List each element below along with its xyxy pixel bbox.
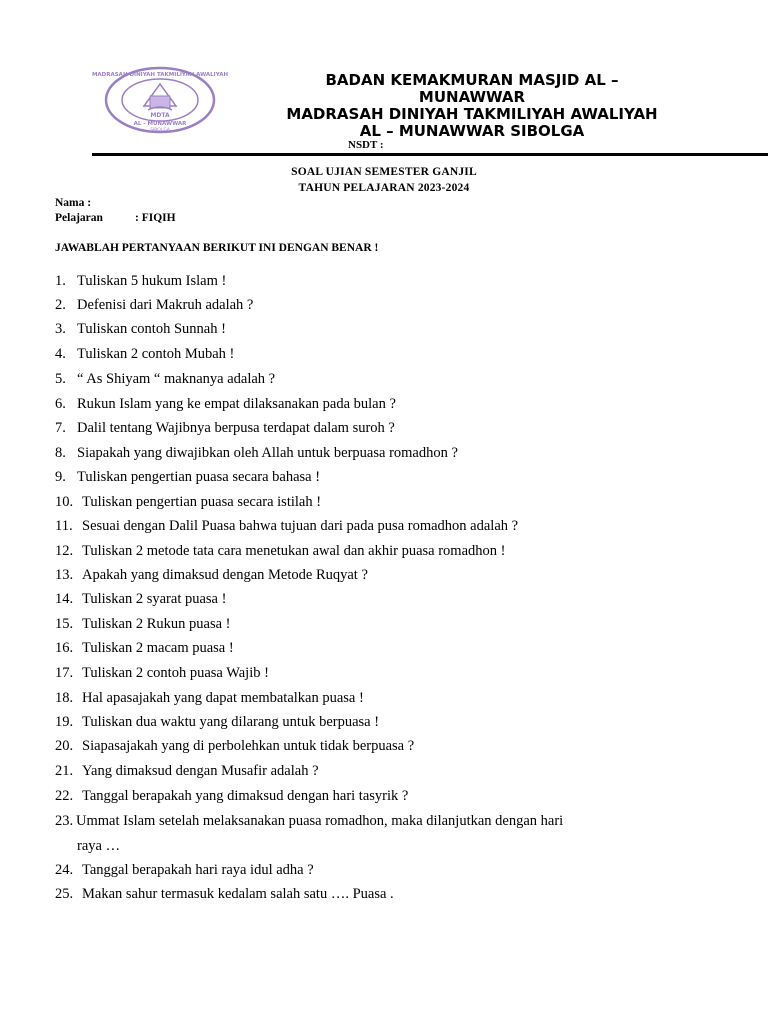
- question-number: 19.: [55, 714, 74, 730]
- question-number: 20.: [55, 738, 74, 754]
- logo-bottom-text: AL - MUNAWWAR: [133, 121, 187, 127]
- question-number: 21.: [55, 763, 74, 779]
- question-text: Tuliskan 2 contoh Mubah !: [77, 346, 235, 362]
- question-item: [55, 862, 314, 879]
- question-item: [55, 445, 458, 462]
- question-item: [55, 396, 396, 413]
- question-text: “ As Shiyam “ maknanya adalah ?: [77, 371, 276, 387]
- question-text: Siapasajakah yang di perbolehkan untuk tidak berpuasa ?: [82, 738, 415, 754]
- question-item: [55, 371, 276, 388]
- question-number: 16.: [55, 640, 74, 656]
- question-item: [55, 738, 415, 755]
- question-text: Tuliskan 2 macam puasa !: [82, 640, 234, 656]
- question-number: 6.: [55, 396, 66, 412]
- question-text: Tanggal berapakah hari raya idul adha ?: [82, 862, 314, 878]
- question-number: 2.: [55, 297, 66, 313]
- header-line-4: AL – MUNAWWAR SIBOLGA: [359, 122, 585, 140]
- question-text: Tuliskan 2 contoh puasa Wajib !: [82, 665, 269, 681]
- instruction: JAWABLAH PERTANYAAN BERIKUT INI DENGAN BENAR !: [55, 242, 379, 254]
- question-number: 15.: [55, 616, 74, 632]
- question-text: Tuliskan 2 syarat puasa !: [82, 591, 227, 607]
- question-item: [55, 273, 227, 290]
- question-number: 11.: [55, 518, 73, 534]
- header-line-3: MADRASAH DINIYAH TAKMILIYAH AWALIYAH: [286, 105, 658, 123]
- question-text: Sesuai dengan Dalil Puasa bahwa tujuan dari pada pusa romadhon adalah ?: [82, 518, 519, 534]
- question-item: [55, 567, 368, 584]
- question-text: Yang dimaksud dengan Musafir adalah ?: [82, 763, 319, 779]
- question-item: [55, 640, 234, 657]
- question-number: 13.: [55, 567, 74, 583]
- question-item: [55, 297, 254, 314]
- exam-year: TAHUN PELAJARAN 2023-2024: [298, 182, 470, 194]
- question-item: [55, 813, 564, 830]
- question-item: [55, 469, 321, 486]
- question-text: Siapakah yang diwajibkan oleh Allah untuk berpuasa romadhon ?: [77, 445, 458, 461]
- question-text: Rukun Islam yang ke empat dilaksanakan pada bulan ?: [77, 396, 396, 412]
- question-item: [55, 543, 506, 560]
- question-text: Hal apasajakah yang dapat membatalkan puasa !: [82, 690, 364, 706]
- header-divider: [92, 153, 768, 156]
- question-continuation: raya …: [77, 838, 121, 854]
- question-number: 23.: [55, 813, 74, 829]
- question-item: [55, 616, 231, 633]
- question-number: 17.: [55, 665, 74, 681]
- question-text: Tuliskan pengertian puasa secara bahasa !: [77, 469, 321, 485]
- subject-label: Pelajaran: [55, 212, 103, 224]
- question-item: [55, 763, 319, 780]
- question-text: Tuliskan contoh Sunnah !: [77, 321, 226, 337]
- header-line-2: MUNAWWAR: [418, 88, 526, 106]
- question-text: Tuliskan 2 Rukun puasa !: [82, 616, 231, 632]
- question-item: [55, 665, 269, 682]
- question-text: Tuliskan dua waktu yang dilarang untuk berpuasa !: [82, 714, 380, 730]
- question-number: 24.: [55, 862, 74, 878]
- question-number: 10.: [55, 494, 74, 510]
- question-number: 4.: [55, 346, 66, 362]
- question-text: Tanggal berapakah yang dimaksud dengan hari tasyrik ?: [82, 788, 409, 804]
- name-label: Nama :: [55, 197, 92, 209]
- subject-row: [55, 212, 176, 224]
- question-text: Apakah yang dimaksud dengan Metode Ruqyat ?: [82, 567, 368, 583]
- question-number: 9.: [55, 469, 66, 485]
- question-number: 5.: [55, 371, 66, 387]
- question-item: [55, 788, 409, 805]
- question-item: [55, 321, 226, 338]
- logo-center-text: MDTA: [150, 112, 170, 119]
- question-text: Defenisi dari Makruh adalah ?: [77, 297, 254, 313]
- question-number: 25.: [55, 886, 74, 902]
- question-item: [55, 591, 227, 608]
- question-number: 22.: [55, 788, 74, 804]
- question-item: [55, 346, 235, 363]
- exam-title: SOAL UJIAN SEMESTER GANJIL: [291, 166, 477, 178]
- question-number: 3.: [55, 321, 66, 337]
- question-number: 8.: [55, 445, 66, 461]
- question-item: [55, 714, 380, 731]
- logo-top-text: MADRASAH DINIYAH TAKMILIYAH AWALIYAH: [91, 72, 229, 78]
- question-number: 18.: [55, 690, 74, 706]
- question-number: 12.: [55, 543, 74, 559]
- question-item: [55, 494, 322, 511]
- madrasah-emblem-icon: [91, 66, 229, 134]
- question-text: Tuliskan 2 metode tata cara menetukan awal dan akhir puasa romadhon !: [82, 543, 506, 559]
- madrasah-logo: [91, 66, 229, 134]
- question-text: Tuliskan pengertian puasa secara istilah !: [82, 494, 322, 510]
- question-text: Dalil tentang Wajibnya berpusa terdapat dalam suroh ?: [77, 420, 395, 436]
- header-line-1: BADAN KEMAKMURAN MASJID AL –: [325, 71, 619, 89]
- question-item: [55, 886, 394, 903]
- question-text: Tuliskan 5 hukum Islam !: [77, 273, 227, 289]
- question-number: 7.: [55, 420, 66, 436]
- nsdt-label: NSDT :: [348, 139, 384, 151]
- question-text: Makan sahur termasuk kedalam salah satu …. Puasa .: [82, 886, 394, 902]
- question-item: [55, 420, 395, 437]
- question-number: 1.: [55, 273, 66, 289]
- logo-town-text: SIBOLGA: [150, 128, 170, 133]
- question-text: Ummat Islam setelah melaksanakan puasa romadhon, maka dilanjutkan dengan hari: [76, 813, 564, 829]
- question-item: [55, 690, 364, 707]
- question-item: [55, 518, 519, 535]
- subject-value: : FIQIH: [135, 212, 176, 224]
- question-number: 14.: [55, 591, 74, 607]
